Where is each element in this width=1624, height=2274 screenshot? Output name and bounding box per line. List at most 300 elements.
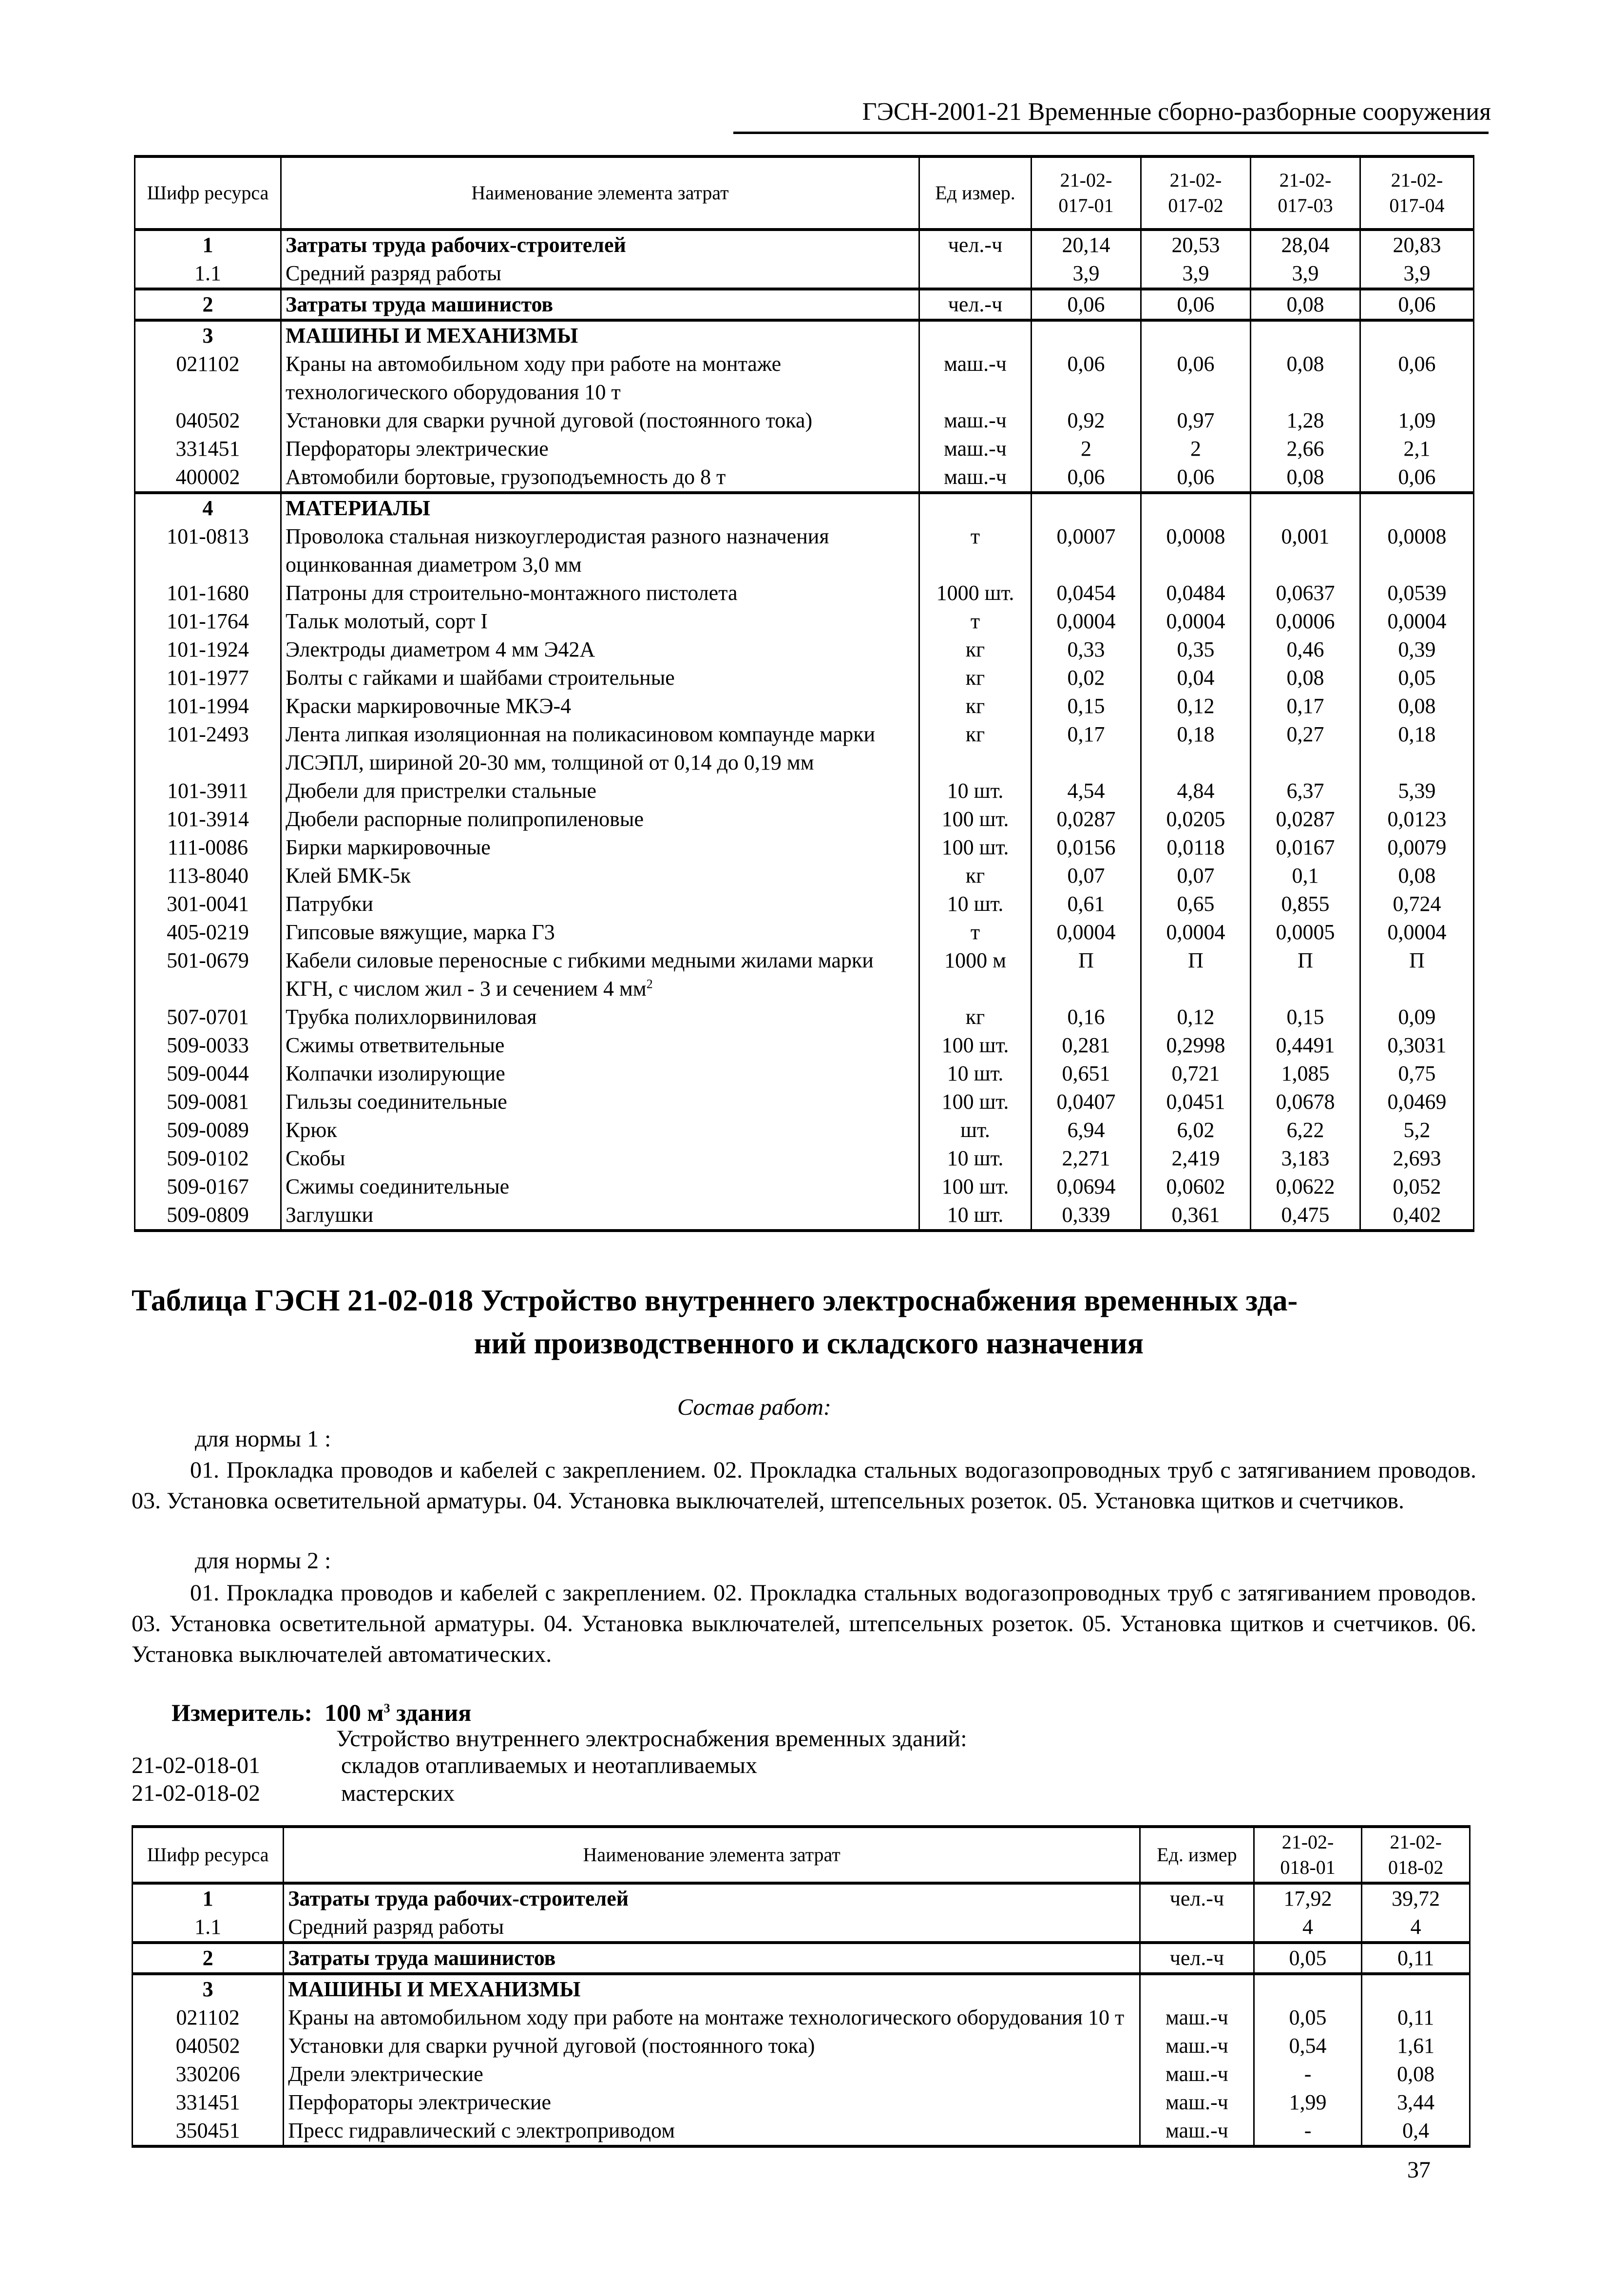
resource-code: 040502 (133, 2032, 284, 2060)
resource-name: Гипсовые вяжущие, марка Г3 (281, 918, 919, 946)
norm-value: 20,83 (1360, 230, 1474, 259)
norm-value: 0,08 (1360, 692, 1474, 720)
unit: 10 шт. (919, 1060, 1032, 1088)
norm-value: 0,18 (1141, 720, 1251, 777)
norm-value: 0,0004 (1032, 918, 1141, 946)
resource-code: 331451 (133, 2088, 284, 2117)
unit: 100 шт. (919, 833, 1032, 862)
norm-value: 0,06 (1032, 350, 1141, 406)
unit: маш.-ч (1140, 2117, 1254, 2146)
norm-value: 1,09 (1360, 406, 1474, 435)
norm-value: 0,33 (1032, 636, 1141, 664)
norm-value: 0,0454 (1032, 579, 1141, 607)
resource-name: МАТЕРИАЛЫ (281, 493, 919, 522)
unit: маш.-ч (1140, 2004, 1254, 2032)
table-row (135, 918, 1474, 946)
norm-value: П (1360, 946, 1474, 1003)
norm-value: 0,06 (1032, 463, 1141, 493)
norm-value: 0,0205 (1141, 805, 1251, 833)
resource-code: 509-0033 (135, 1031, 281, 1060)
norm-value: П (1251, 946, 1360, 1003)
norm-value: 0,475 (1251, 1201, 1360, 1231)
resource-code: 021102 (133, 2004, 284, 2032)
resource-code: 040502 (135, 406, 281, 435)
unit: 10 шт. (919, 1201, 1032, 1231)
norm-value: 3,9 (1251, 259, 1360, 289)
norm-value: 0,09 (1360, 1003, 1474, 1031)
table-row (133, 2060, 1470, 2088)
work-composition-heading: Состав работ: (677, 1394, 831, 1420)
table-row (135, 579, 1474, 607)
resource-name: Скобы (281, 1144, 919, 1173)
table-row (135, 259, 1474, 289)
norm-value: 0,0005 (1251, 918, 1360, 946)
table-row (135, 1060, 1474, 1088)
norm-value: 0,08 (1362, 2060, 1470, 2088)
norm-value: 0,65 (1141, 890, 1251, 918)
table-row (133, 2088, 1470, 2117)
unit: кг (919, 1003, 1032, 1031)
resource-code: 509-0167 (135, 1173, 281, 1201)
norm-value: 2 (1141, 435, 1251, 463)
resource-code: 1.1 (133, 1913, 284, 1943)
norm-value: 0,54 (1254, 2032, 1362, 2060)
norm-value: 0,0006 (1251, 607, 1360, 636)
norm-code: 21-02-018-01 (132, 1753, 260, 1778)
norm-value: 0,0004 (1032, 607, 1141, 636)
norm-value: 1,28 (1251, 406, 1360, 435)
norm-value: 6,02 (1141, 1116, 1251, 1144)
table-row (135, 1201, 1474, 1231)
unit: чел.-ч (919, 289, 1032, 320)
norm-value: 3,183 (1251, 1144, 1360, 1173)
resource-name: Патрубки (281, 890, 919, 918)
resource-code: 400002 (135, 463, 281, 493)
norm-value: 0,0004 (1141, 607, 1251, 636)
meter-line (172, 1698, 471, 1727)
table-row (135, 406, 1474, 435)
col-header-norm-1: 21-02- 018-01 (1254, 1827, 1362, 1883)
resource-table-21-02-017 (134, 155, 1474, 1232)
table-row (135, 1003, 1474, 1031)
norm-code: 21-02-018-02 (132, 1780, 260, 1806)
norm-value: 0,46 (1251, 636, 1360, 664)
resource-name: Лента липкая изоляционная на поликасиновом компаунде марки ЛСЭПЛ, шириной 20-30 мм, толщиной от 0,14 до 0,19 мм (281, 720, 919, 777)
norm-1-text: 01. Прокладка проводов и кабелей с закреплением. 02. Прокладка стальных водогазопроводных труб с затягиванием проводов. 03. Установка осветительной арматуры. 04. Установка выключателей, штепсельных розеток. 05. Установка щитков и счетчиков. (132, 1457, 1476, 1514)
unit: кг (919, 664, 1032, 692)
resource-name: Затраты труда машинистов (284, 1943, 1140, 1974)
col-header-code: Шифр ресурса (133, 1827, 284, 1883)
meter-suffix: здания (396, 1699, 472, 1726)
unit: 10 шт. (919, 890, 1032, 918)
norm-value: 0,0407 (1032, 1088, 1141, 1116)
resource-name: Краны на автомобильном ходу при работе на монтаже технологического оборудования 10 т (284, 2004, 1140, 2032)
norm-value: 0,0694 (1032, 1173, 1141, 1201)
col-header-norm-1: 21-02- 017-01 (1032, 156, 1141, 230)
norm-value: П (1032, 946, 1141, 1003)
norm-value: 0,06 (1141, 289, 1251, 320)
page-number: 37 (1407, 2157, 1431, 2183)
norm-value: 0,0167 (1251, 833, 1360, 862)
table-row (135, 230, 1474, 259)
norm-value: 0,651 (1032, 1060, 1141, 1088)
norm-value: 0,06 (1141, 350, 1251, 406)
norm-value: 0,4491 (1251, 1031, 1360, 1060)
resource-code: 331451 (135, 435, 281, 463)
resource-name: Затраты труда машинистов (281, 289, 919, 320)
resource-name: МАШИНЫ И МЕХАНИЗМЫ (284, 1974, 1140, 2004)
meter-label: Измеритель: (172, 1699, 313, 1726)
norm-value: 3,9 (1032, 259, 1141, 289)
table-row (135, 1173, 1474, 1201)
norm-value: 0,001 (1251, 522, 1360, 579)
norm-value: 0,0678 (1251, 1088, 1360, 1116)
unit: маш.-ч (919, 435, 1032, 463)
norm-value: 0,75 (1360, 1060, 1474, 1088)
resource-name: Дюбели распорные полипропиленовые (281, 805, 919, 833)
meter-value: 100 м (325, 1699, 384, 1726)
table-row (135, 435, 1474, 463)
table-row (135, 607, 1474, 636)
norm-value (1032, 320, 1141, 350)
resource-code: 101-2493 (135, 720, 281, 777)
table-title (132, 1279, 1486, 1365)
norm-value: 0,11 (1362, 2004, 1470, 2032)
norm-value: 0,08 (1251, 664, 1360, 692)
resource-table-21-02-018 (132, 1825, 1471, 2148)
col-header-norm-2: 21-02- 017-02 (1141, 156, 1251, 230)
table-row (135, 1031, 1474, 1060)
unit (919, 320, 1032, 350)
col-header-norm-4: 21-02- 017-04 (1360, 156, 1474, 230)
unit: 100 шт. (919, 1031, 1032, 1060)
resource-name: Сжимы ответвительные (281, 1031, 919, 1060)
norm-value: 0,12 (1141, 1003, 1251, 1031)
resource-code: 1 (135, 230, 281, 259)
norm-value: 3,9 (1141, 259, 1251, 289)
unit: 100 шт. (919, 1173, 1032, 1201)
resource-code: 301-0041 (135, 890, 281, 918)
resource-code: 101-1924 (135, 636, 281, 664)
norm-value: 5,39 (1360, 777, 1474, 805)
resource-name: Перфораторы электрические (281, 435, 919, 463)
resource-code: 3 (135, 320, 281, 350)
resource-name: Кабели силовые переносные с гибкими медными жилами марки КГН, с числом жил - 3 и сечением 4 $мм^2$ (281, 946, 919, 1003)
resource-name: Крюк (281, 1116, 919, 1144)
resource-code: 1 (133, 1883, 284, 1913)
norm-value: 6,37 (1251, 777, 1360, 805)
norm-value: 2,66 (1251, 435, 1360, 463)
norm-value: 17,92 (1254, 1883, 1362, 1913)
table-row (135, 320, 1474, 350)
norm-value (1254, 1974, 1362, 2004)
norm-value: 0,0287 (1251, 805, 1360, 833)
resource-code: 3 (133, 1974, 284, 2004)
table-row (135, 289, 1474, 320)
norm-value: - (1254, 2060, 1362, 2088)
norm-value: 0,06 (1360, 350, 1474, 406)
norm-2-label: для нормы 2 : (195, 1548, 331, 1574)
resource-name: Автомобили бортовые, грузоподъемность до 8 т (281, 463, 919, 493)
table-row (133, 1974, 1470, 2004)
resource-code: 405-0219 (135, 918, 281, 946)
resource-name: Установки для сварки ручной дуговой (постоянного тока) (284, 2032, 1140, 2060)
resource-name: Проволока стальная низкоуглеродистая разного назначения оцинкованная диаметром 3,0 мм (281, 522, 919, 579)
resource-code: 101-1994 (135, 692, 281, 720)
norm-value: 0,0007 (1032, 522, 1141, 579)
table-row (135, 1144, 1474, 1173)
norm-value: 0,16 (1032, 1003, 1141, 1031)
norm-value: 0,0008 (1141, 522, 1251, 579)
norm-value: 0,06 (1032, 289, 1141, 320)
norm-value: 0,0004 (1360, 918, 1474, 946)
norm-value: 0,06 (1360, 289, 1474, 320)
unit: маш.-ч (919, 406, 1032, 435)
unit: маш.-ч (1140, 2088, 1254, 2117)
norm-value: 0,0602 (1141, 1173, 1251, 1201)
norm-code-row (132, 1780, 455, 1807)
norm-value: 0,17 (1251, 692, 1360, 720)
resource-code: 350451 (133, 2117, 284, 2146)
resource-name: Установки для сварки ручной дуговой (постоянного тока) (281, 406, 919, 435)
norm-value (1362, 1974, 1470, 2004)
norm-value: 2,419 (1141, 1144, 1251, 1173)
norm-value: 0,15 (1251, 1003, 1360, 1031)
col-header-norm-3: 21-02- 017-03 (1251, 156, 1360, 230)
norm-value (1360, 320, 1474, 350)
resource-code: 509-0102 (135, 1144, 281, 1173)
norm-value: 0,0539 (1360, 579, 1474, 607)
norm-code-text: складов отапливаемых и неотапливаемых (341, 1753, 758, 1778)
norm-value: 0,4 (1362, 2117, 1470, 2146)
norm-value: 0,361 (1141, 1201, 1251, 1231)
norm-value: 0,27 (1251, 720, 1360, 777)
resource-code: 509-0809 (135, 1201, 281, 1231)
table-row (135, 522, 1474, 579)
resource-name: Средний разряд работы (281, 259, 919, 289)
norm-value: 0,052 (1360, 1173, 1474, 1201)
resource-name: Краны на автомобильном ходу при работе на монтаже технологического оборудования 10 т (281, 350, 919, 406)
norm-value: 0,17 (1032, 720, 1141, 777)
resource-name: Средний разряд работы (284, 1913, 1140, 1943)
norm-value: 0,02 (1032, 664, 1141, 692)
norm-value: 0,12 (1141, 692, 1251, 720)
resource-code: 509-0081 (135, 1088, 281, 1116)
resource-name: Дюбели для пристрелки стальные (281, 777, 919, 805)
norm-value: 0,18 (1360, 720, 1474, 777)
norm-value: 0,721 (1141, 1060, 1251, 1088)
norm-value: 0,61 (1032, 890, 1141, 918)
table-row (133, 1883, 1470, 1913)
unit (1140, 1974, 1254, 2004)
norm-2-text: 01. Прокладка проводов и кабелей с закреплением. 02. Прокладка стальных водогазопроводных труб с затягиванием проводов. 03. Установка осветительной арматуры. 04. Установка выключателей, штепсельных розеток. 05. Установка щитков и счетчиков. 06. Установка выключателей автоматических. (132, 1580, 1476, 1667)
table-row (133, 2004, 1470, 2032)
norm-value: 39,72 (1362, 1883, 1470, 1913)
resource-name: Гильзы соединительные (281, 1088, 919, 1116)
table-row (135, 862, 1474, 890)
table-row (135, 692, 1474, 720)
norm-value: 3,9 (1360, 259, 1474, 289)
table-header-row (133, 1827, 1470, 1883)
col-header-unit: Ед. измер (1140, 1827, 1254, 1883)
norm-value: - (1254, 2117, 1362, 2146)
norm-value: 2,1 (1360, 435, 1474, 463)
resource-code: 101-3914 (135, 805, 281, 833)
resource-code: 509-0044 (135, 1060, 281, 1088)
norm-value: 0,05 (1360, 664, 1474, 692)
unit: 1000 шт. (919, 579, 1032, 607)
norm-code-row (132, 1752, 757, 1779)
unit: кг (919, 636, 1032, 664)
norm-value: 0,0451 (1141, 1088, 1251, 1116)
norm-value: 0,39 (1360, 636, 1474, 664)
norm-value (1251, 320, 1360, 350)
norm-value: 0,1 (1251, 862, 1360, 890)
norm-value: 0,35 (1141, 636, 1251, 664)
norm-value: 20,14 (1032, 230, 1141, 259)
table-row (135, 805, 1474, 833)
table-row (135, 350, 1474, 406)
unit: кг (919, 862, 1032, 890)
unit: чел.-ч (1140, 1883, 1254, 1913)
norm-value: 0,281 (1032, 1031, 1141, 1060)
norm-value: 0,0008 (1360, 522, 1474, 579)
resource-name: Дрели электрические (284, 2060, 1140, 2088)
unit: маш.-ч (1140, 2060, 1254, 2088)
col-header-name: Наименование элемента затрат (284, 1827, 1140, 1883)
unit: 10 шт. (919, 1144, 1032, 1173)
resource-name: Клей БМК-5к (281, 862, 919, 890)
table-row (135, 833, 1474, 862)
norm-value: 0,339 (1032, 1201, 1141, 1231)
norm-value: 0,402 (1360, 1201, 1474, 1231)
norm-value: 0,0079 (1360, 833, 1474, 862)
norm-value: 2,271 (1032, 1144, 1141, 1173)
unit (1140, 1913, 1254, 1943)
table-row (135, 636, 1474, 664)
resource-code: 509-0089 (135, 1116, 281, 1144)
norm-value (1032, 493, 1141, 522)
norm-value: 0,08 (1360, 862, 1474, 890)
norm-value: 20,53 (1141, 230, 1251, 259)
header-rule (733, 132, 1489, 134)
col-header-code: Шифр ресурса (135, 156, 281, 230)
unit (919, 259, 1032, 289)
norm-value: 0,0637 (1251, 579, 1360, 607)
resource-name: Патроны для строительно-монтажного пистолета (281, 579, 919, 607)
unit: кг (919, 720, 1032, 777)
table-header-row (135, 156, 1474, 230)
resource-name: Сжимы соединительные (281, 1173, 919, 1201)
norm-value: П (1141, 946, 1251, 1003)
norm-value: 4 (1362, 1913, 1470, 1943)
norm-value: 5,2 (1360, 1116, 1474, 1144)
unit: маш.-ч (919, 463, 1032, 493)
resource-name: Трубка полихлорвиниловая (281, 1003, 919, 1031)
norm-value: 0,0123 (1360, 805, 1474, 833)
norm-value: 6,22 (1251, 1116, 1360, 1144)
unit: 100 шт. (919, 805, 1032, 833)
resource-code: 101-1764 (135, 607, 281, 636)
meter-superscript: 3 (383, 1701, 390, 1715)
resource-code: 507-0701 (135, 1003, 281, 1031)
table-row (133, 1943, 1470, 1974)
table-row (135, 720, 1474, 777)
table-row (135, 946, 1474, 1003)
norm-value: 0,06 (1360, 463, 1474, 493)
unit: т (919, 918, 1032, 946)
norm-value: 4,84 (1141, 777, 1251, 805)
resource-code: 4 (135, 493, 281, 522)
superscript: 2 (646, 977, 653, 991)
norm-value: 0,0287 (1032, 805, 1141, 833)
norm-value: 0,0156 (1032, 833, 1141, 862)
norm-value (1141, 493, 1251, 522)
resource-code: 2 (135, 289, 281, 320)
resource-name: Затраты труда рабочих-строителей (284, 1883, 1140, 1913)
norm-value: 2 (1032, 435, 1141, 463)
resource-name: Заглушки (281, 1201, 919, 1231)
norm-value: 1,61 (1362, 2032, 1470, 2060)
unit: чел.-ч (1140, 1943, 1254, 1974)
unit: шт. (919, 1116, 1032, 1144)
norm-value (1360, 493, 1474, 522)
norm-value: 0,0469 (1360, 1088, 1474, 1116)
norm-value: 1,99 (1254, 2088, 1362, 2117)
unit: маш.-ч (1140, 2032, 1254, 2060)
norm-value: 0,0004 (1141, 918, 1251, 946)
norm-1-label: для нормы 1 : (195, 1426, 331, 1452)
norm-code-text: мастерских (341, 1780, 455, 1806)
table-row (135, 777, 1474, 805)
unit: т (919, 522, 1032, 579)
running-header: ГЭСН-2001-21 Временные сборно-разборные сооружения (862, 98, 1491, 126)
resource-code: 501-0679 (135, 946, 281, 1003)
table-row (133, 2117, 1470, 2146)
unit: маш.-ч (919, 350, 1032, 406)
unit (919, 493, 1032, 522)
norm-value: 0,08 (1251, 289, 1360, 320)
resource-code: 330206 (133, 2060, 284, 2088)
norm-value: 0,04 (1141, 664, 1251, 692)
norm-value: 0,92 (1032, 406, 1141, 435)
table-title-line-2: ний производственного и складского назначения (474, 1327, 1144, 1360)
norm-value: 4 (1254, 1913, 1362, 1943)
resource-code: 101-3911 (135, 777, 281, 805)
resource-code: 2 (133, 1943, 284, 1974)
resource-name: Пресс гидравлический с электроприводом (284, 2117, 1140, 2146)
norm-value: 0,3031 (1360, 1031, 1474, 1060)
resource-code: 021102 (135, 350, 281, 406)
norm-value: 0,0118 (1141, 833, 1251, 862)
unit: чел.-ч (919, 230, 1032, 259)
norm-value: 6,94 (1032, 1116, 1141, 1144)
norm-value: 0,06 (1141, 463, 1251, 493)
table-row (135, 664, 1474, 692)
unit: кг (919, 692, 1032, 720)
resource-name: Затраты труда рабочих-строителей (281, 230, 919, 259)
resource-code: 1.1 (135, 259, 281, 289)
norm-value: 0,2998 (1141, 1031, 1251, 1060)
norm-value: 0,15 (1032, 692, 1141, 720)
resource-name: Перфораторы электрические (284, 2088, 1140, 2117)
resource-code: 101-1977 (135, 664, 281, 692)
norm-value: 0,0622 (1251, 1173, 1360, 1201)
norm-value: 0,05 (1254, 1943, 1362, 1974)
norm-value: 28,04 (1251, 230, 1360, 259)
table-title-line-1: Таблица ГЭСН 21-02-018 Устройство внутреннего электроснабжения временных зда- (132, 1284, 1298, 1317)
table-row (135, 1088, 1474, 1116)
